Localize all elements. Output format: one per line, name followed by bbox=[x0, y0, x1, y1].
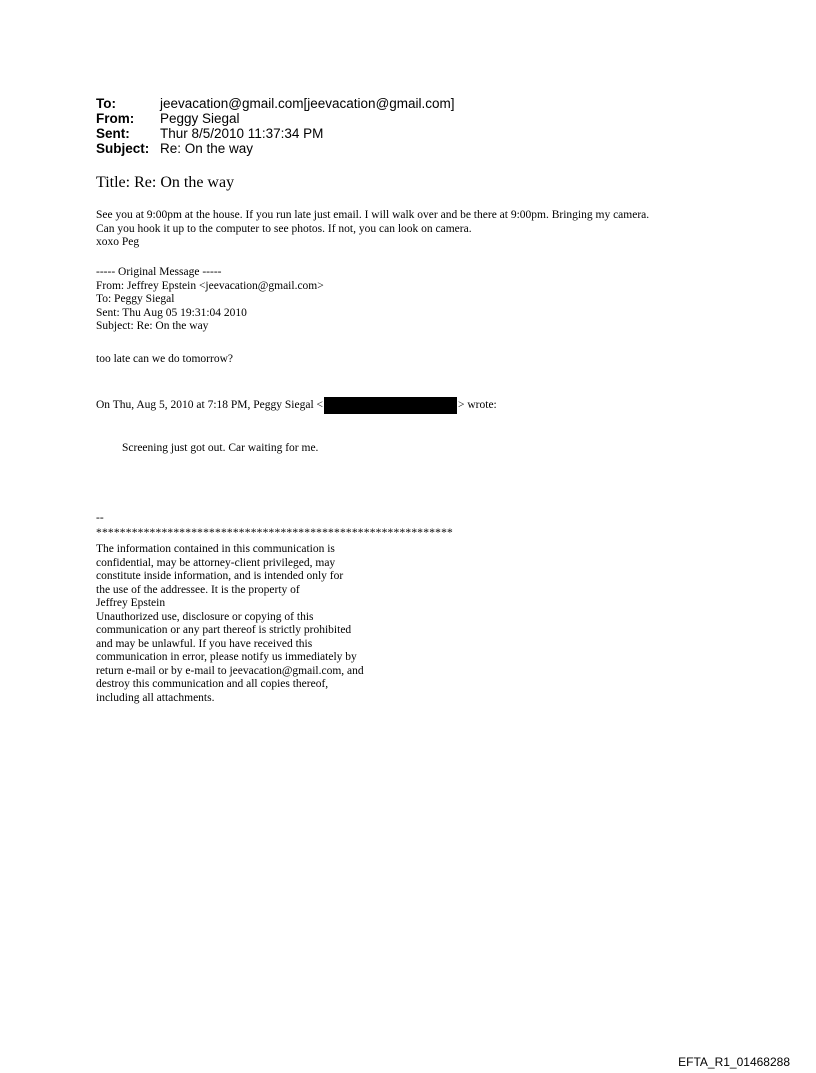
email-header bbox=[96, 96, 455, 156]
redaction-box bbox=[324, 397, 457, 414]
sent-row bbox=[96, 126, 455, 141]
quoted-intro-after: > wrote: bbox=[458, 398, 497, 411]
subject-label: Subject: bbox=[96, 141, 150, 156]
disclaimer-line: Jeffrey Epstein bbox=[96, 597, 166, 609]
body-line: See you at 9:00pm at the house. If you run late just email. I will walk over and be there at 9:00pm. Bringing my camera. bbox=[96, 209, 650, 221]
from-row bbox=[96, 111, 455, 126]
signature-dash: -- bbox=[96, 512, 104, 524]
original-to: To: Peggy Siegal bbox=[96, 293, 175, 305]
original-divider: ----- Original Message ----- bbox=[96, 266, 222, 278]
body-line: Can you hook it up to the computer to see photos. If not, you can look on camera. bbox=[96, 222, 472, 235]
to-row bbox=[96, 96, 455, 111]
disclaimer-line: communication or any part thereof is strictly prohibited bbox=[96, 624, 352, 636]
email-title: Title: Re: On the way bbox=[96, 174, 235, 191]
message-body bbox=[96, 209, 649, 250]
sent-value: Thur 8/5/2010 11:37:34 PM bbox=[160, 126, 324, 141]
disclaimer-line: communication in error, please notify us immediately by bbox=[96, 651, 357, 663]
original-subject: Subject: Re: On the way bbox=[96, 320, 209, 332]
to-label: To: bbox=[96, 96, 116, 111]
disclaimer-line: Unauthorized use, disclosure or copying of this bbox=[96, 610, 314, 623]
disclaimer-line: constitute inside information, and is intended only for bbox=[96, 570, 344, 582]
document-id: EFTA_R1_01468288 bbox=[678, 1055, 790, 1069]
original-message-block bbox=[96, 266, 324, 334]
disclaimer-line: confidential, may be attorney-client privileged, may bbox=[96, 556, 336, 569]
quoted-text: Screening just got out. Car waiting for me. bbox=[122, 442, 319, 454]
to-value: jeevacation@gmail.com[jeevacation@gmail.com] bbox=[160, 96, 455, 111]
signature-stars: ************************************************************ bbox=[96, 527, 453, 539]
disclaimer-block bbox=[96, 543, 364, 705]
disclaimer-line: destroy this communication and all copies thereof, bbox=[96, 678, 329, 690]
disclaimer-line: and may be unlawful. If you have received this bbox=[96, 637, 313, 650]
disclaimer-line: The information contained in this communication is bbox=[96, 543, 335, 555]
quoted-intro bbox=[96, 397, 497, 414]
from-value: Peggy Siegal bbox=[160, 111, 240, 126]
subject-row bbox=[96, 141, 455, 156]
quoted-intro-before: On Thu, Aug 5, 2010 at 7:18 PM, Peggy Siegal < bbox=[96, 398, 324, 411]
disclaimer-line: return e-mail or by e-mail to jeevacation@gmail.com, and bbox=[96, 664, 364, 677]
disclaimer-line: the use of the addressee. It is the property of bbox=[96, 583, 300, 596]
original-from: From: Jeffrey Epstein <jeevacation@gmail.com> bbox=[96, 279, 324, 292]
disclaimer-line: including all attachments. bbox=[96, 691, 215, 704]
sent-label: Sent: bbox=[96, 126, 130, 141]
original-sent: Sent: Thu Aug 05 19:31:04 2010 bbox=[96, 306, 247, 319]
reply-text: too late can we do tomorrow? bbox=[96, 353, 233, 365]
body-line: xoxo Peg bbox=[96, 236, 140, 248]
subject-value: Re: On the way bbox=[160, 141, 254, 156]
from-label: From: bbox=[96, 111, 135, 126]
